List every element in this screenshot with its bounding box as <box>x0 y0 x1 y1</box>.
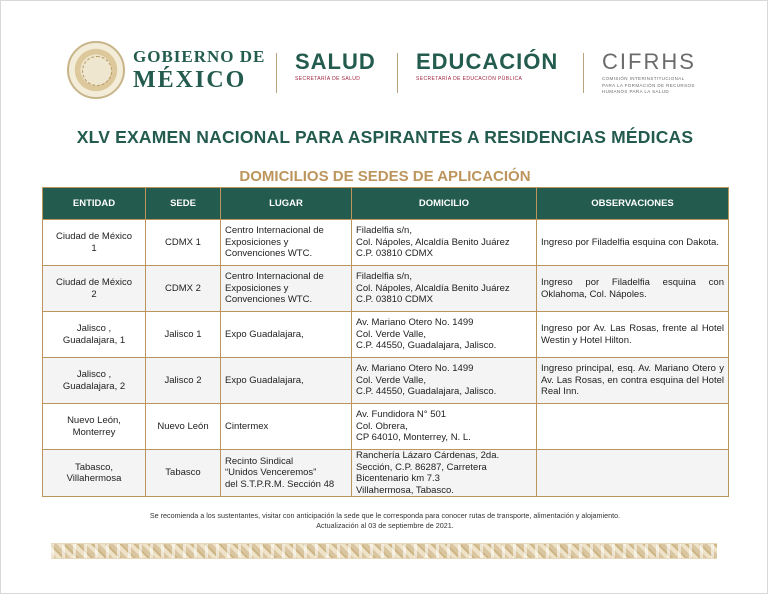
cell-entidad <box>43 220 146 266</box>
domicilio-line: Sección, C.P. 86287, Carretera <box>356 461 487 473</box>
salud-subtext: SECRETARÍA DE SALUD <box>295 76 361 82</box>
domicilio-line: Col. Verde Valle, <box>356 328 427 340</box>
column-header-domicilio: DOMICILIO <box>352 188 537 220</box>
sedes-table <box>42 187 729 497</box>
cifrhs-subtext-3: HUMANOS PARA LA SALUD <box>602 89 670 94</box>
cifrhs-text: CIFRHS <box>602 49 696 74</box>
cell-entidad <box>43 450 146 497</box>
gobierno-de-mexico-logo <box>133 47 265 93</box>
entidad-line: 1 <box>91 242 97 254</box>
header-logos <box>67 39 707 103</box>
educacion-logo <box>416 49 558 83</box>
cell-observaciones <box>537 404 729 450</box>
domicilio-line: Col. Nápoles, Alcaldía Benito Juárez <box>356 282 510 294</box>
table-header-row <box>43 188 729 220</box>
cell-domicilio <box>352 266 537 312</box>
cell-observaciones <box>537 358 729 404</box>
cifrhs-subtext-1: COMISIÓN INTERINSTITUCIONAL <box>602 76 685 81</box>
cell-domicilio <box>352 358 537 404</box>
lugar-line: Centro Internacional de <box>225 225 324 237</box>
cell-entidad <box>43 266 146 312</box>
salud-text: SALUD <box>295 49 376 74</box>
entidad-line: Jalisco , <box>76 323 112 334</box>
lugar-line: del S.T.P.R.M. Sección 48 <box>225 478 335 490</box>
footnote-update-date: Actualización al 03 de septiembre de 2021. <box>316 521 454 530</box>
domicilio-line: Filadelfia s/n, <box>356 225 412 237</box>
decorative-pattern-band <box>51 543 717 559</box>
cell-observaciones <box>537 450 729 497</box>
cifrhs-subtext-2: PARA LA FORMACIÓN DE RECURSOS <box>602 82 695 88</box>
cell-lugar <box>221 312 352 358</box>
gobierno-line1: GOBIERNO DE <box>133 47 266 66</box>
entidad-line: Ciudad de México <box>55 277 133 288</box>
lugar-line: Exposiciones y <box>225 282 289 294</box>
sede-value: Nuevo León <box>157 420 209 432</box>
lugar-line: Expo Guadalajara, <box>225 374 304 386</box>
sede-value: CDMX 1 <box>165 236 201 248</box>
domicilio-line: C.P. 03810 CDMX <box>356 248 433 260</box>
cell-lugar <box>221 404 352 450</box>
table-row <box>43 450 729 497</box>
cell-lugar <box>221 450 352 497</box>
cell-sede <box>146 220 221 266</box>
table-row <box>43 266 729 312</box>
domicilio-line: Bicentenario km 7.3 <box>356 473 440 484</box>
domicilio-line: C.P. 03810 CDMX <box>356 294 433 306</box>
entidad-line: Nuevo León, <box>67 415 121 426</box>
domicilio-line: CP 64010, Monterrey, N. L. <box>356 432 471 444</box>
entidad-line: 2 <box>91 288 97 300</box>
cell-lugar <box>221 358 352 404</box>
observaciones-text: Ingreso por Filadelfia esquina con Dakota. <box>541 236 719 248</box>
domicilio-line: Ranchería Lázaro Cárdenas, 2da. <box>356 450 500 461</box>
column-header-sede: SEDE <box>146 188 221 220</box>
entidad-line: Tabasco, <box>74 461 114 473</box>
observaciones-text: Ingreso principal, esq. Av. Mariano Otero y Av. Las Rosas, en contra esquina del Hotel Real Inn. <box>541 363 724 398</box>
column-header-entidad: ENTIDAD <box>43 188 146 220</box>
national-seal-icon <box>67 41 125 99</box>
table-row <box>43 404 729 450</box>
lugar-line: Exposiciones y <box>225 236 289 248</box>
domicilio-line: C.P. 44550, Guadalajara, Jalisco. <box>356 386 497 398</box>
page-subtitle: DOMICILIOS DE SEDES DE APLICACIÓN <box>239 168 531 185</box>
cell-entidad <box>43 358 146 404</box>
logo-divider <box>276 53 277 93</box>
column-header-observaciones: OBSERVACIONES <box>537 188 729 220</box>
cell-sede <box>146 404 221 450</box>
domicilio-line: Col. Obrera, <box>356 420 408 432</box>
cell-domicilio <box>352 312 537 358</box>
domicilio-line: Col. Nápoles, Alcaldía Benito Juárez <box>356 236 510 248</box>
lugar-line: Centro Internacional de <box>225 271 324 283</box>
lugar-line: Expo Guadalajara, <box>225 328 304 340</box>
table-row <box>43 358 729 404</box>
logo-divider <box>397 53 398 93</box>
cell-domicilio <box>352 450 537 497</box>
domicilio-line: Av. Mariano Otero No. 1499 <box>356 317 474 329</box>
cell-domicilio <box>352 404 537 450</box>
sede-value: Jalisco 1 <box>164 328 202 340</box>
observaciones-text: Ingreso por Filadelfia esquina con Oklahoma, Col. Nápoles. <box>541 277 724 300</box>
cell-domicilio <box>352 220 537 266</box>
cell-lugar <box>221 266 352 312</box>
page-title: XLV EXAMEN NACIONAL PARA ASPIRANTES A RESIDENCIAS MÉDICAS <box>76 127 694 147</box>
cell-observaciones <box>537 312 729 358</box>
domicilio-line: C.P. 44550, Guadalajara, Jalisco. <box>356 340 497 352</box>
entidad-line: Jalisco , <box>76 369 112 380</box>
domicilio-line: Av. Mariano Otero No. 1499 <box>356 363 474 375</box>
cell-sede <box>146 358 221 404</box>
cell-observaciones <box>537 220 729 266</box>
lugar-line: Convenciones WTC. <box>225 294 313 306</box>
educacion-text: EDUCACIÓN <box>416 49 559 74</box>
sede-value: Jalisco 2 <box>164 374 202 386</box>
logo-divider <box>583 53 584 93</box>
cell-sede <box>146 450 221 497</box>
cifrhs-logo <box>602 49 696 95</box>
table-row <box>43 312 729 358</box>
educacion-subtext: SECRETARÍA DE EDUCACIÓN PÚBLICA <box>416 76 523 82</box>
cell-sede <box>146 266 221 312</box>
salud-logo <box>295 49 376 83</box>
lugar-line: Cintermex <box>225 420 269 432</box>
column-header-lugar: LUGAR <box>221 188 352 220</box>
lugar-line: “Unidos Venceremos” <box>225 467 317 479</box>
lugar-line: Convenciones WTC. <box>225 248 313 260</box>
cell-entidad <box>43 312 146 358</box>
gobierno-line2: MÉXICO <box>133 67 247 93</box>
entidad-line: Villahermosa <box>66 473 122 484</box>
entidad-line: Guadalajara, 2 <box>62 380 126 392</box>
domicilio-line: Col. Verde Valle, <box>356 374 427 386</box>
footnote <box>1 511 768 531</box>
lugar-line: Recinto Sindical <box>225 455 294 467</box>
sede-value: Tabasco <box>165 467 201 479</box>
sede-value: CDMX 2 <box>165 282 201 294</box>
cell-entidad <box>43 404 146 450</box>
domicilio-line: Av. Fundidora N° 501 <box>356 409 447 421</box>
footnote-recommendation: Se recomienda a los sustentantes, visitar con anticipación la sede que le corresponda para conocer rutas de transporte, alimentación y alojamiento. <box>149 511 621 520</box>
entidad-line: Guadalajara, 1 <box>62 334 126 346</box>
observaciones-text: Ingreso por Av. Las Rosas, frente al Hotel Westin y Hotel Hilton. <box>541 323 724 346</box>
entidad-line: Monterrey <box>72 426 116 438</box>
entidad-line: Ciudad de México <box>55 231 133 242</box>
cell-observaciones <box>537 266 729 312</box>
table-row <box>43 220 729 266</box>
domicilio-line: Filadelfia s/n, <box>356 271 412 283</box>
domicilio-line: Villahermosa, Tabasco. <box>356 484 454 496</box>
cell-lugar <box>221 220 352 266</box>
cell-sede <box>146 312 221 358</box>
